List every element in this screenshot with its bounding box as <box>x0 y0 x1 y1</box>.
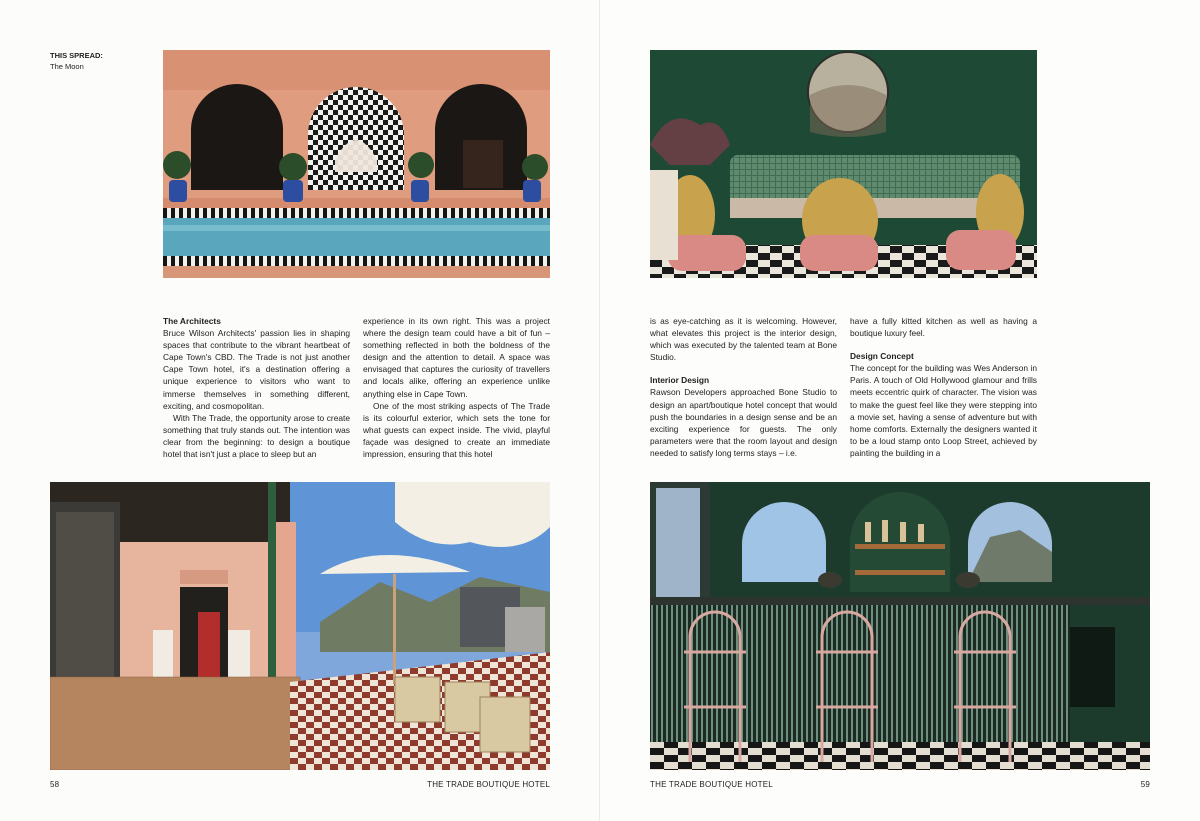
architects-paragraph-1: Bruce Wilson Architects' passion lies in shaping spaces that contribute to the vibrant heartbeat of Cape Town's CBD. The Trade is not just another Cape Town hotel, it's a destination offering a unique experience to visitors who want to immerse themselves in something different, exciting, and cosmopolitan. <box>163 328 350 411</box>
spread-caption-title: THIS SPREAD: <box>50 51 103 60</box>
page-number-right: 59 <box>1140 780 1150 789</box>
right-text-column-1 <box>650 315 837 459</box>
architects-heading: The Architects <box>163 316 221 326</box>
green-lounge-photo <box>650 50 1037 278</box>
interior-design-heading: Interior Design <box>650 375 710 386</box>
kitchen-paragraph: have a fully kitted kitchen as well as having a boutique luxury feel. <box>850 316 1037 339</box>
running-title-right: THE TRADE BOUTIQUE HOTEL <box>650 780 773 789</box>
architects-paragraph-3: experience in its own right. This was a project where the design team could have a bit of fun – something reflected in both the boldness of the design and the attention to detail. A space was envisaged that captures the curiosity of travellers and locals alike, offering an experience unlike anything else in Cape Town. <box>363 316 550 399</box>
cocktail-bar-photo <box>650 482 1150 770</box>
rooftop-terrace-photo <box>50 482 550 770</box>
architects-paragraph-2: With The Trade, the opportunity arose to create something that truly stands out. The intention was clear from the beginning: to design a boutique hotel that isn't just a place to sleep but an <box>163 412 350 460</box>
spread-caption-subtitle: The Moon <box>50 62 84 71</box>
design-concept-paragraph: The concept for the building was Wes Anderson in Paris. A touch of Old Hollywood glamour and frills meets eccentric quirk of character. The vision was to make the guest feel like they were stepping into a movie set, having a sense of adventure but with home comforts. Externally the designers wanted it to be a loud stamp onto Loop Street, achieved by painting the building in a <box>850 363 1037 458</box>
right-text-column-2 <box>850 315 1037 459</box>
running-title-left: THE TRADE BOUTIQUE HOTEL <box>427 780 550 789</box>
architects-paragraph-4: One of the most striking aspects of The Trade is its colourful exterior, which sets the tone for what guests can expect inside. The vivid, playful façade was designed to create an immediate impression, ensuring that this hotel <box>363 400 550 460</box>
spread-caption <box>50 50 103 72</box>
design-concept-heading: Design Concept <box>850 351 914 362</box>
left-text-column-1 <box>163 315 350 460</box>
interior-design-paragraph: Rawson Developers approached Bone Studio to design an apart/boutique hotel concept that would push the boundaries in a design sense and be an exciting experience for guests. The only parameters were that the room layout and design needed to satisfy long terms stays – i.e. <box>650 387 837 458</box>
page-number-left: 58 <box>50 780 60 789</box>
pool-courtyard-photo <box>163 50 550 278</box>
left-text-column-2 <box>363 315 550 460</box>
continued-paragraph: is as eye-catching as it is welcoming. However, what elevates this project is the interior design, which was executed by the talented team at Bone Studio. <box>650 316 837 363</box>
right-page <box>600 0 1200 821</box>
